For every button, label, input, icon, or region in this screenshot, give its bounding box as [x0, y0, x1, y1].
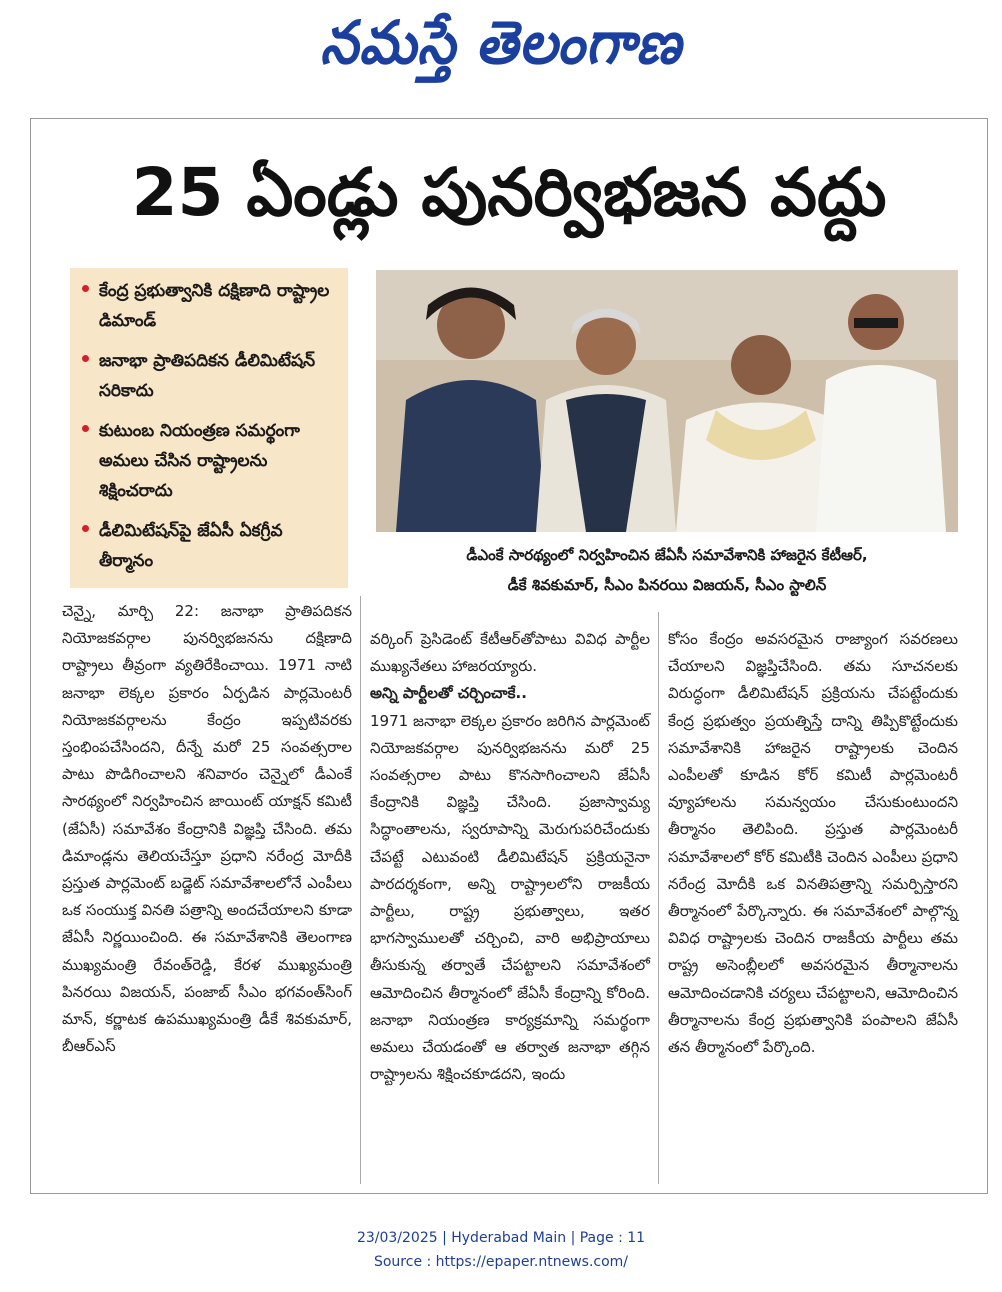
highlights-box: [70, 268, 348, 588]
footer-source-line: Source : https://epaper.ntnews.com/: [373, 1254, 629, 1270]
group-photo-image: [376, 270, 958, 532]
bullet-dot-icon: [82, 525, 89, 532]
article-column-2: [370, 626, 650, 1088]
highlight-item: [82, 276, 338, 336]
body-paragraph: కోసం కేంద్రం అవసరమైన రాజ్యాంగ సవరణలు చేయాలని విజ్ఞప్తిచేసింది. తమ సూచనలకు విరుద్ధంగా డీలిమిటేషన్ ప్రక్రియను చేపట్టేందుకు కేంద్ర ప్రభుత్వం ప్రయత్నిస్తే దాన్ని తిప్పికొట్టేందుకు సమావేశానికి హాజరైన రాష్ట్రాలకు చెందిన ఎంపీలతో కూడిన కోర్ కమిటీ పార్లమెంటరీ వ్యూహాలను సమన్వయం చేసుకుంటుందని తీర్మానం తెలిపింది. ప్రస్తుత పార్లమెంటరీ సమావేశాలలో కోర్ కమిటీకి చెందిన ఎంపీలు ప్రధాని నరేంద్ర మోదీకి ఒక వినతిపత్రాన్ని సమర్పిస్తారని తీర్మానంలో పేర్కొన్నారు. ఈ సమావేశంలో పాల్గొన్న వివిధ రాష్ట్రాలకు చెందిన రాజకీయ పార్టీలు తమ రాష్ట్ర అసెంబ్లీలలో అవసరమైన తీర్మానాలను ఆమోదించడానికి చర్యలు చేపట్టాలని, ఆమోదించిన తీర్మానాలను కేంద్ర ప్రభుత్వానికి పంపాలని జేఏసీ తన తీర్మానంలో పేర్కొంది.: [668, 630, 959, 1057]
highlight-text: కుటుంబ నియంత్రణ సమర్థంగా అమలు చేసిన రాష్ట్రాలను శిక్షించరాదు: [99, 421, 300, 501]
highlight-item: [82, 516, 338, 576]
article-column-3: [668, 626, 958, 1061]
highlight-text: కేంద్ర ప్రభుత్వానికి దక్షిణాది రాష్ట్రాల డిమాండ్: [99, 281, 330, 331]
highlight-item: [82, 416, 338, 506]
highlight-text: జనాభా ప్రాతిపదికన డీలిమిటేషన్ సరికాదు: [99, 351, 316, 401]
photo-caption: [376, 540, 958, 604]
caption-line-2: డీకే శివకుమార్, సీఎం పినరయి విజయన్, సీఎం స్టాలిన్: [507, 576, 827, 594]
footer-date-line: 23/03/2025 | Hyderabad Main | Page : 11: [356, 1230, 646, 1246]
column-divider: [658, 612, 659, 1184]
article-column-1: [62, 598, 352, 1060]
body-paragraph: వర్కింగ్ ప్రెసిడెంట్ కేటీఆర్‌తోపాటు వివిధ పార్టీల ముఖ్యనేతలు హాజరయ్యారు.: [370, 630, 650, 676]
bullet-dot-icon: [82, 285, 89, 292]
bullet-dot-icon: [82, 425, 89, 432]
sub-heading: అన్ని పార్టీలతో చర్చించాకే..: [370, 684, 527, 703]
news-photo: [376, 270, 958, 532]
highlight-text: డీలిమిటేషన్‌పై జేఏసీ ఏకగ్రీవ తీర్మానం: [99, 521, 283, 571]
caption-line-1: డీఎంకే సారథ్యంలో నిర్వహించిన జేఏసీ సమావేశానికి హాజరైన కేటీఆర్,: [466, 546, 868, 564]
masthead-logo: నమస్తే తెలంగాణ: [320, 7, 682, 77]
highlight-item: [82, 346, 338, 406]
masthead: [0, 0, 1002, 100]
article-headline: 25 ఏండ్లు పునర్విభజన వద్దు: [131, 154, 887, 231]
column-divider: [360, 596, 361, 1184]
bullet-dot-icon: [82, 355, 89, 362]
body-paragraph: 1971 జనాభా లెక్కల ప్రకారం జరిగిన పార్లమెంట్ నియోజకవర్గాల పునర్విభజనను మరో 25 సంవత్సరాల పాటు కొనసాగించాలని జేఏసీ కేంద్రానికి విజ్ఞప్తి చేసింది. ప్రజాస్వామ్య సిద్ధాంతాలను, స్వరూపాన్ని మెరుగుపరిచేందుకు చేపట్టే ఎటువంటి డీలిమిటేషన్ ప్రక్రియనైనా పారదర్శకంగా, అన్ని రాష్ట్రాలలోని రాజకీయ పార్టీలు, రాష్ట్ర ప్రభుత్వాలు, ఇతర భాగస్వాములతో చర్చించి, వారి అభిప్రాయాలు తీసుకున్న తర్వాతే చేపట్టాలని సమావేశంలో ఆమోదించిన తీర్మానంలో జేఏసీ కేంద్రాన్ని కోరింది. జనాభా నియంత్రణ కార్యక్రమాన్ని సమర్థంగా అమలు చేయడంతో ఆ తర్వాత జనాభా తగ్గిన రాష్ట్రాలను శిక్షించకూడదని, ఇందు: [370, 711, 650, 1084]
body-paragraph: చెన్నై, మార్చి 22: జనాభా ప్రాతిపదికన నియోజకవర్గాల పునర్విభజనను దక్షిణాది రాష్ట్రాలు తీవ్రంగా వ్యతిరేకించాయి. 1971 నాటి జనాభా లెక్కల ప్రకారం ఏర్పడిన పార్లమెంటరీ నియోజకవర్గాలను కేంద్రం ఇప్పటివరకు స్తంభింపచేసిందని, దీన్నే మరో 25 సంవత్సరాల పాటు పొడిగించాలని శనివారం చెన్నైలో డీఎంకే సారథ్యంలో నిర్వహించిన జాయింట్ యాక్షన్ కమిటీ (జేఏసీ) సమావేశం కేంద్రానికి విజ్ఞప్తి చేసింది. తమ డిమాండ్లను తెలియచేస్తూ ప్రధాని నరేంద్ర మోదీకి ప్రస్తుత పార్లమెంట్ బడ్జెట్ సమావేశాలలోనే ఎంపీలు ఒక సంయుక్త వినతి పత్రాన్ని అందచేయాలని కూడా జేఏసీ నిర్ణయించింది. ఈ సమావేశానికి తెలంగాణ ముఖ్యమంత్రి రేవంత్‌రెడ్డి, కేరళ ముఖ్యమంత్రి పినరయి విజయన్, పంజాబ్ సీఎం భగవంత్‌సింగ్ మాన్, కర్ణాటక ఉపముఖ్యమంత్రి డీకే శివకుమార్, బీఆర్‌ఎస్: [62, 602, 352, 1056]
